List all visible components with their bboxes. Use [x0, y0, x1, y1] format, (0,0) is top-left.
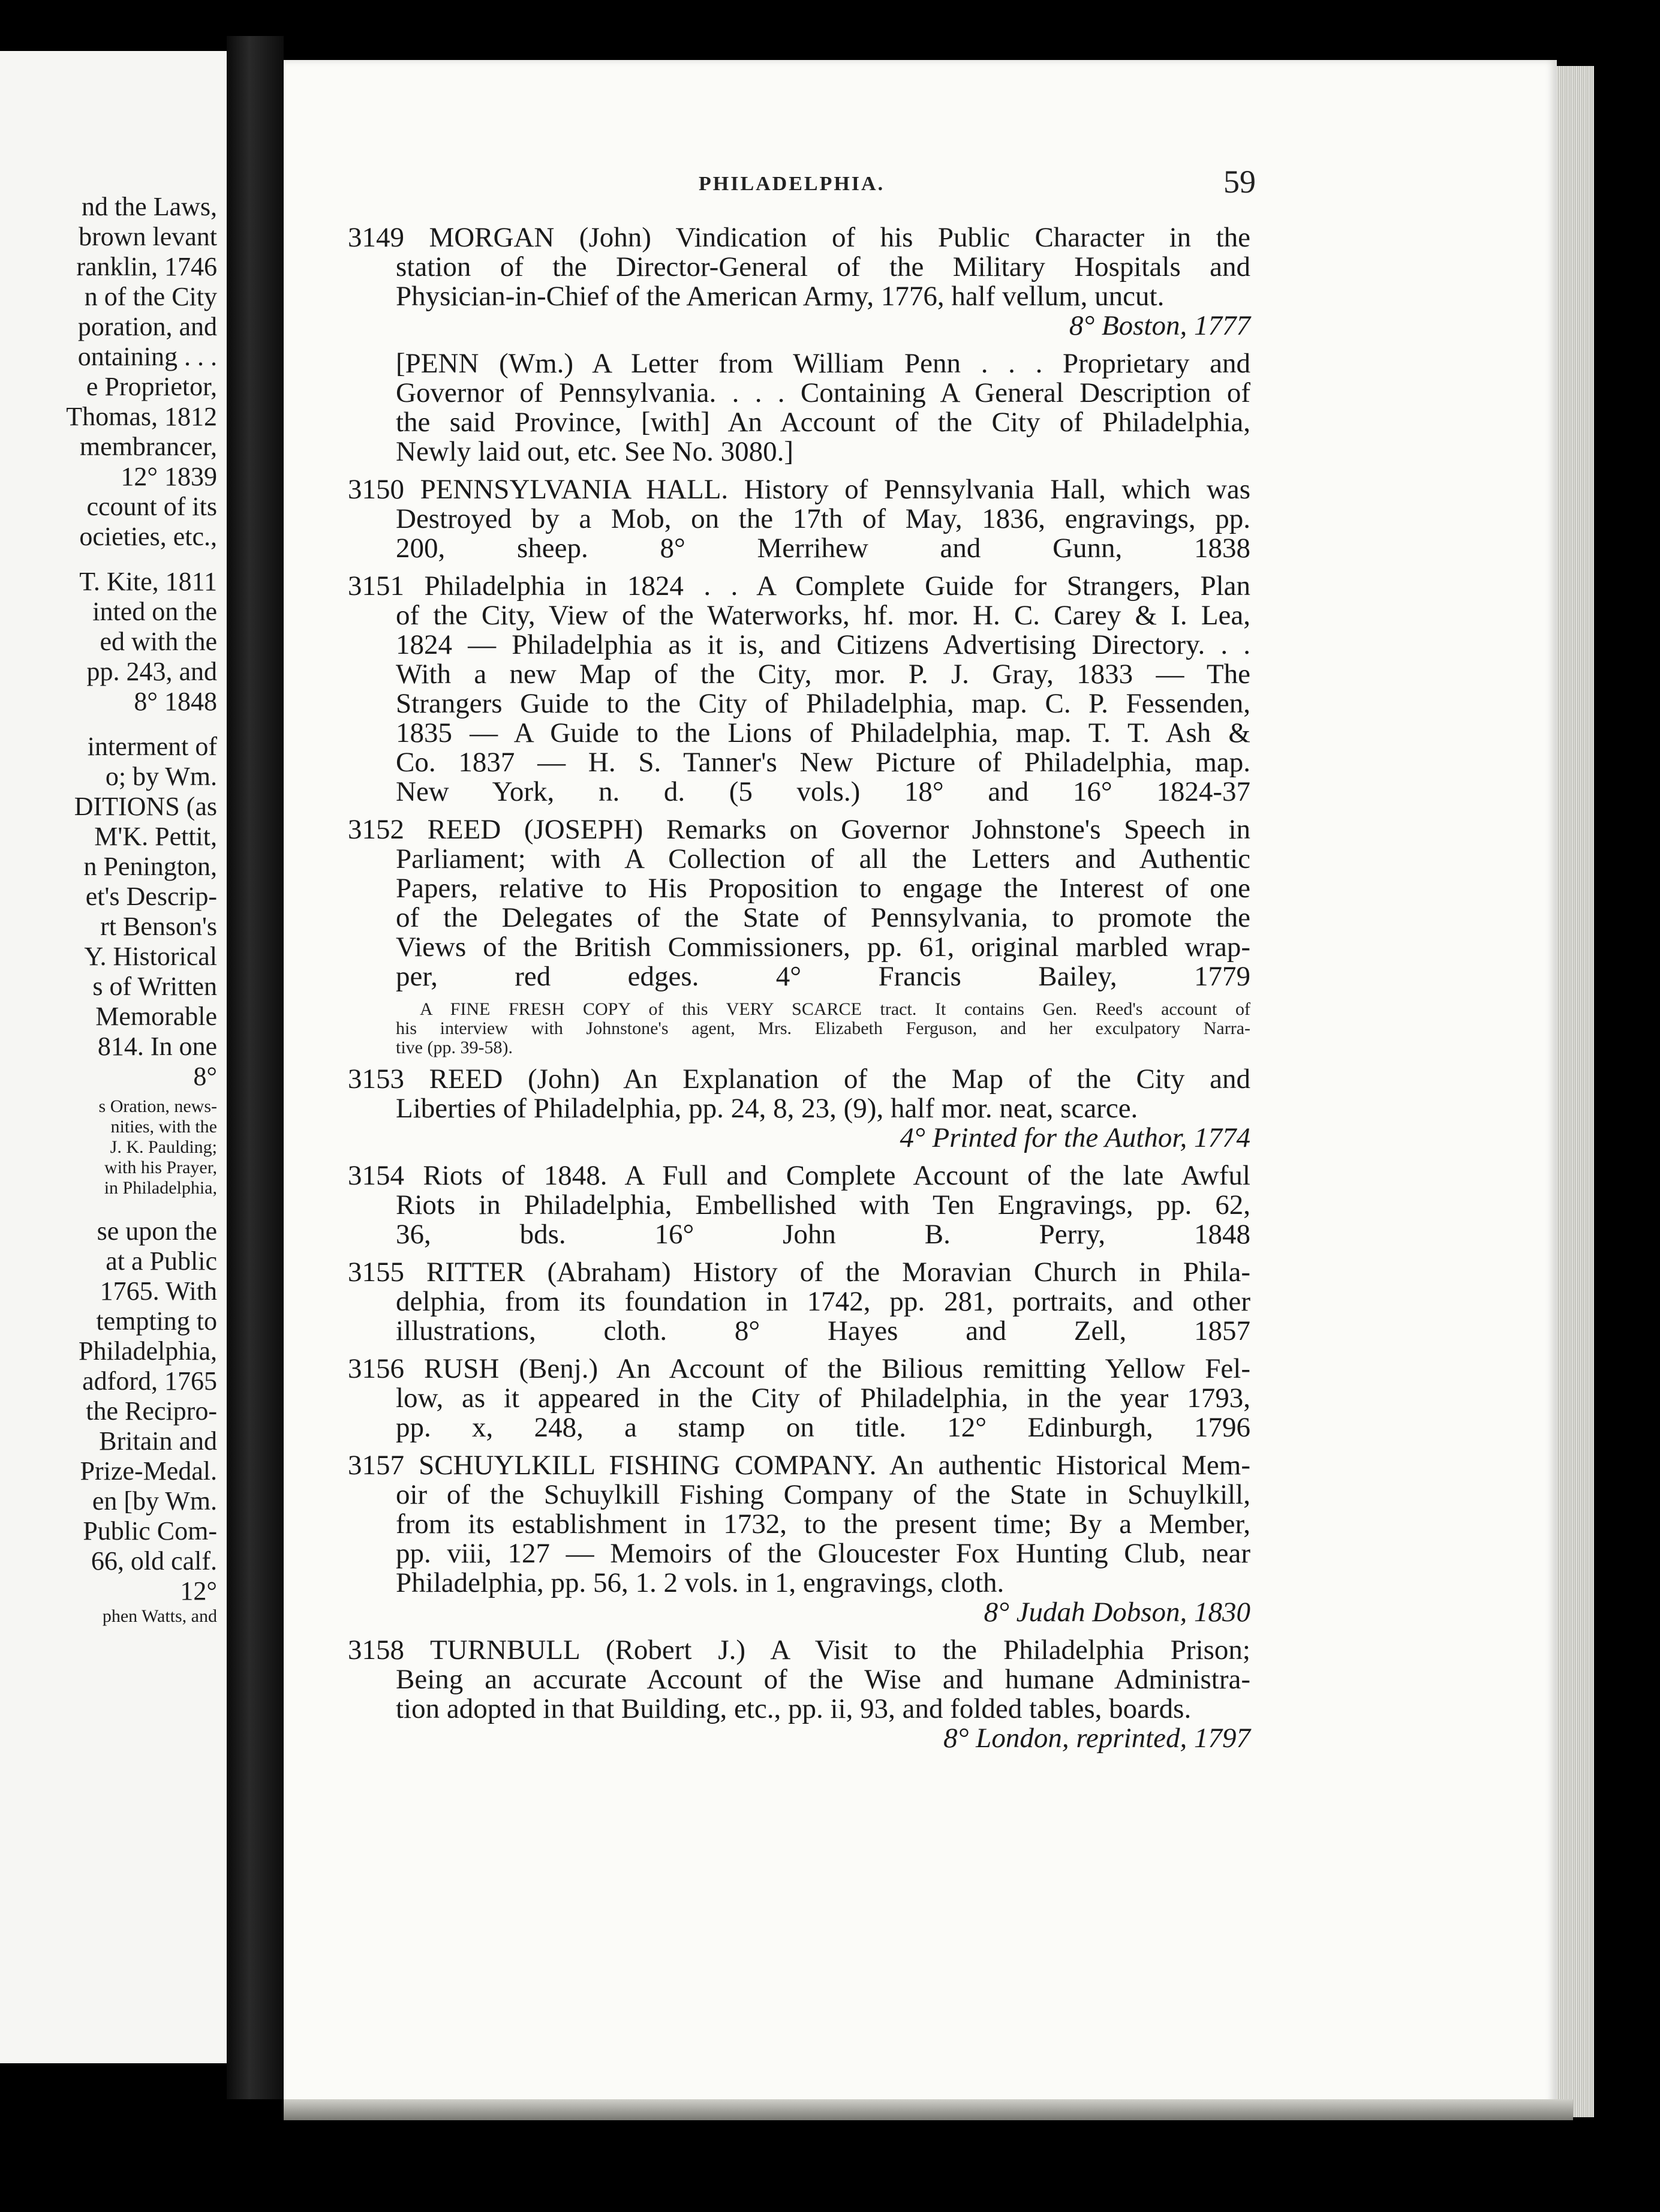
- entry-imprint: 8° Judah Dobson, 1830: [984, 1597, 1250, 1628]
- entry-line: illustrations, cloth. 8° Hayes and Zell, 1857: [396, 1315, 1250, 1347]
- left-page-line: Memorable: [95, 1002, 217, 1031]
- left-page-line: poration, and: [77, 312, 217, 341]
- entry-remark: [348, 1000, 1250, 1057]
- bracketed-note: [348, 349, 1250, 467]
- left-page-line: ed with the: [100, 627, 217, 656]
- left-page-line: Britain and: [99, 1426, 217, 1456]
- entry-line: 1835 — A Guide to the Lions of Philadelphia, map. T. T. Ash &: [396, 717, 1250, 749]
- entry-line: per, red edges. 4° Francis Bailey, 1779: [396, 961, 1250, 992]
- entry-line: New York, n. d. (5 vols.) 18° and 16° 1824-37: [396, 776, 1250, 807]
- entry-heading-line: 3154 Riots of 1848. A Full and Complete Account of the late Awful: [348, 1160, 1250, 1191]
- left-page-line: brown levant: [79, 222, 217, 251]
- left-page-line: with his Prayer,: [104, 1158, 217, 1177]
- entry-line: Riots in Philadelphia, Embellished with Ten Engravings, pp. 62,: [396, 1189, 1250, 1221]
- entry-heading-line: 3149 MORGAN (John) Vindication of his Public Character in the: [348, 222, 1250, 253]
- left-page-line: 1765. With: [100, 1276, 217, 1306]
- catalog-entry: [348, 1354, 1250, 1442]
- entry-heading-line: 3150 PENNSYLVANIA HALL. History of Pennsylvania Hall, which was: [348, 474, 1250, 505]
- entry-line: 200, sheep. 8° Merrihew and Gunn, 1838: [396, 533, 1250, 564]
- page-edges: [1557, 66, 1594, 2117]
- left-page-line: ccount of its: [86, 492, 217, 521]
- entry-line: pp. viii, 127 — Memoirs of the Gloucester Fox Hunting Club, near: [396, 1538, 1250, 1569]
- entry-line: Views of the British Commissioners, pp. 61, original marbled wrap-: [396, 931, 1250, 963]
- note-line: Newly laid out, etc. See No. 3080.]: [396, 436, 794, 467]
- left-page-line: pp. 243, and: [86, 657, 217, 686]
- entry-line: 36, bds. 16° John B. Perry, 1848: [396, 1219, 1250, 1250]
- left-page-line: 8°: [193, 1062, 217, 1091]
- remark-line: his interview with Johnstone's agent, Mrs. Elizabeth Ferguson, and her exculpatory Narra-: [396, 1018, 1250, 1038]
- left-page-line: ranklin, 1746: [76, 252, 217, 281]
- entry-line: Destroyed by a Mob, on the 17th of May, 1836, engravings, pp.: [396, 503, 1250, 534]
- entry-imprint: 8° London, reprinted, 1797: [943, 1723, 1250, 1754]
- entry-line: Being an accurate Account of the Wise and humane Administra-: [396, 1664, 1250, 1695]
- catalog-entry: [348, 1258, 1250, 1346]
- catalog-entry: [348, 1636, 1250, 1753]
- entry-line: tion adopted in that Building, etc., pp. ii, 93, and folded tables, boards.: [396, 1693, 1192, 1724]
- catalog-entries: [348, 223, 1250, 1762]
- entry-line: Philadelphia, pp. 56, 1. 2 vols. in 1, engravings, cloth.: [396, 1567, 1005, 1598]
- left-page-line: nities, with the: [110, 1117, 217, 1137]
- catalog-entry: [348, 1065, 1250, 1153]
- entry-heading-line: 3156 RUSH (Benj.) An Account of the Bilious remitting Yellow Fel-: [348, 1353, 1250, 1384]
- left-page-line: J. K. Paulding;: [110, 1137, 217, 1157]
- left-page-line: membrancer,: [79, 432, 217, 461]
- left-page-line: Public Com-: [83, 1516, 217, 1546]
- note-line: Governor of Pennsylvania. . . . Containing A General Description of: [396, 377, 1250, 408]
- entry-heading-line: 3158 TURNBULL (Robert J.) A Visit to the Philadelphia Prison;: [348, 1634, 1250, 1666]
- entry-heading-line: 3153 REED (John) An Explanation of the Map of the City and: [348, 1063, 1250, 1095]
- entry-imprint: 8° Boston, 1777: [1069, 310, 1250, 341]
- remark-line: tive (pp. 39-58).: [396, 1038, 513, 1057]
- left-page-fragment: [0, 51, 227, 2063]
- entry-heading-line: 3157 SCHUYLKILL FISHING COMPANY. An authentic Historical Mem-: [348, 1450, 1250, 1481]
- left-page-line: phen Watts, and: [102, 1606, 217, 1626]
- left-page-line: interment of: [87, 732, 217, 761]
- left-page-line: at a Public: [106, 1246, 217, 1276]
- page-bottom-edge: [284, 2099, 1573, 2120]
- left-page-line: n of the City: [84, 282, 217, 311]
- catalog-entry: [348, 1161, 1250, 1249]
- entry-line: With a new Map of the City, mor. P. J. Gray, 1833 — The: [396, 659, 1250, 690]
- left-page-line: o; by Wm.: [105, 762, 217, 791]
- entry-line: Physician-in-Chief of the American Army, 1776, half vellum, uncut.: [396, 281, 1165, 312]
- left-page-line: 8° 1848: [134, 687, 217, 716]
- left-page-line: Philadelphia,: [79, 1336, 217, 1366]
- left-page-line: in Philadelphia,: [104, 1178, 217, 1198]
- left-page-line: T. Kite, 1811: [79, 567, 217, 596]
- entry-line: 1824 — Philadelphia as it is, and Citizens Advertising Directory. . .: [396, 629, 1250, 660]
- catalog-entry: [348, 223, 1250, 341]
- entry-line: delphia, from its foundation in 1742, pp. 281, portraits, and other: [396, 1286, 1250, 1317]
- entry-line: station of the Director-General of the Military Hospitals and: [396, 251, 1250, 282]
- note-line: [PENN (Wm.) A Letter from William Penn . . . Proprietary and: [396, 348, 1250, 379]
- left-page-line: M'K. Pettit,: [94, 822, 217, 851]
- remark-line: A FINE FRESH COPY of this VERY SCARCE tract. It contains Gen. Reed's account of: [420, 999, 1250, 1019]
- entry-line: pp. x, 248, a stamp on title. 12° Edinburgh, 1796: [396, 1412, 1250, 1443]
- left-page-line: 12° 1839: [121, 462, 217, 491]
- left-page-line: s Oration, news-: [98, 1096, 217, 1116]
- left-page-line: nd the Laws,: [81, 192, 217, 221]
- entry-heading-line: 3151 Philadelphia in 1824 . . A Complete Guide for Strangers, Plan: [348, 570, 1250, 602]
- left-page-line: the Recipro-: [86, 1396, 217, 1426]
- entry-heading-line: 3155 RITTER (Abraham) History of the Moravian Church in Phila-: [348, 1257, 1250, 1288]
- left-page-line: Prize-Medal.: [80, 1456, 217, 1486]
- left-page-line: s of Written: [92, 972, 217, 1001]
- left-page-line: 66, old calf.: [91, 1546, 217, 1576]
- entry-line: low, as it appeared in the City of Philadelphia, in the year 1793,: [396, 1382, 1250, 1414]
- left-page-line: tempting to: [96, 1306, 217, 1336]
- left-page-line: n Penington,: [83, 852, 217, 881]
- entry-line: of the City, View of the Waterworks, hf. mor. H. C. Carey & I. Lea,: [396, 600, 1250, 631]
- entry-imprint: 4° Printed for the Author, 1774: [900, 1122, 1250, 1153]
- page-number: 59: [1223, 164, 1256, 200]
- left-page-line: 814. In one: [97, 1032, 217, 1061]
- left-page-line: DITIONS (as: [74, 792, 217, 821]
- left-page-line: Y. Historical: [84, 942, 217, 971]
- catalog-entry: [348, 572, 1250, 807]
- left-page-line: 12°: [180, 1576, 217, 1606]
- left-page-line: et's Descrip-: [85, 882, 217, 911]
- left-page-line: inted on the: [92, 597, 217, 626]
- entry-line: Liberties of Philadelphia, pp. 24, 8, 23, (9), half mor. neat, scarce.: [396, 1093, 1138, 1124]
- entry-line: from its establishment in 1732, to the present time; By a Member,: [396, 1508, 1250, 1540]
- entry-line: Co. 1837 — H. S. Tanner's New Picture of Philadelphia, map.: [396, 747, 1250, 778]
- left-page-line: en [by Wm.: [92, 1486, 217, 1516]
- entry-line: Strangers Guide to the City of Philadelphia, map. C. P. Fessenden,: [396, 688, 1250, 719]
- left-page-line: ocieties, etc.,: [79, 522, 217, 551]
- left-page-line: ontaining . . .: [77, 342, 217, 371]
- left-page-line: e Proprietor,: [86, 372, 217, 401]
- entry-line: Parliament; with A Collection of all the Letters and Authentic: [396, 843, 1250, 874]
- entry-heading-line: 3152 REED (JOSEPH) Remarks on Governor Johnstone's Speech in: [348, 814, 1250, 845]
- left-page-line: se upon the: [97, 1216, 217, 1246]
- catalog-entry: [348, 815, 1250, 991]
- book-gutter: [227, 36, 284, 2099]
- left-page-line: adford, 1765: [82, 1366, 217, 1396]
- left-page-line: Thomas, 1812: [66, 402, 217, 431]
- entry-line: oir of the Schuylkill Fishing Company of the State in Schuylkill,: [396, 1479, 1250, 1510]
- catalog-entry: [348, 1451, 1250, 1627]
- running-title: PHILADELPHIA.: [699, 173, 885, 195]
- left-page-line: rt Benson's: [100, 912, 217, 941]
- catalog-entry: [348, 475, 1250, 563]
- entry-line: of the Delegates of the State of Pennsylvania, to promote the: [396, 902, 1250, 933]
- entry-line: Papers, relative to His Proposition to engage the Interest of one: [396, 873, 1250, 904]
- note-line: the said Province, [with] An Account of the City of Philadelphia,: [396, 407, 1250, 438]
